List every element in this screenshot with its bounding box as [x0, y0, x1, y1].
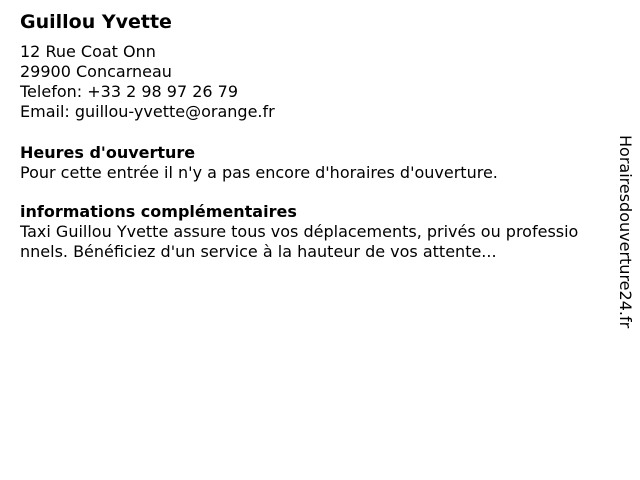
- city-line: 29900 Concarneau: [20, 62, 172, 81]
- business-name: Guillou Yvette: [20, 11, 172, 33]
- email-line: Email: guillou-yvette@orange.fr: [20, 102, 275, 121]
- address-line: 12 Rue Coat Onn: [20, 42, 156, 61]
- additional-info-text: Taxi Guillou Yvette assure tous vos déplacements, privés ou professionnels. Bénéficiez d'un service à la hauteur de vos attente...: [20, 222, 579, 261]
- phone-line: Telefon: +33 2 98 97 26 79: [20, 82, 239, 101]
- opening-hours-text: Pour cette entrée il n'y a pas encore d'horaires d'ouverture.: [20, 163, 498, 182]
- opening-hours-heading: Heures d'ouverture: [20, 143, 196, 162]
- listing-content: [20, 10, 590, 262]
- site-watermark: Horairesdouverture24.fr: [616, 135, 635, 329]
- additional-info-heading: informations complémentaires: [20, 202, 297, 221]
